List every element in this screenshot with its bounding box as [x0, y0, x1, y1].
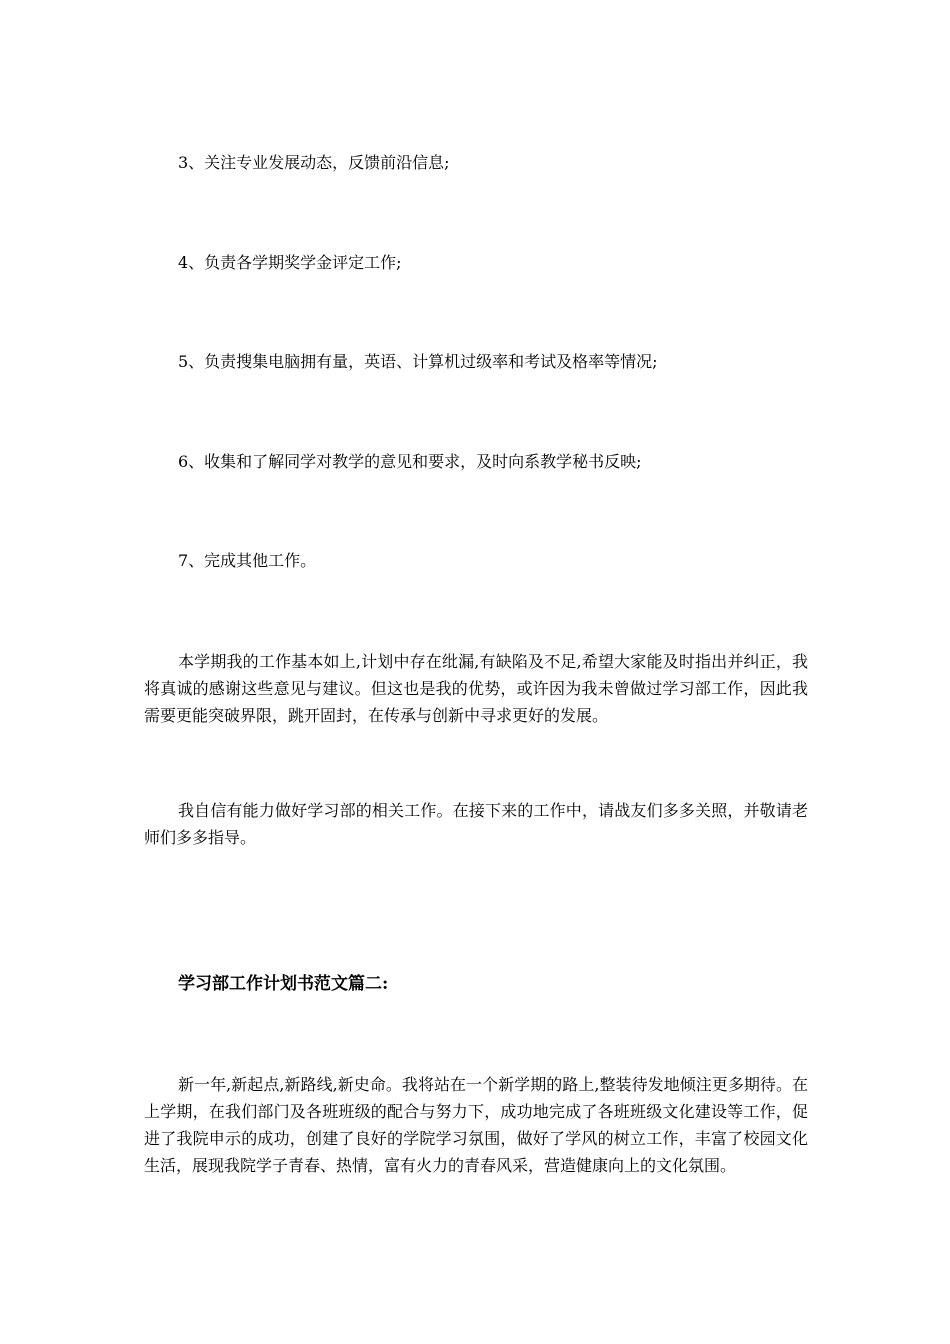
list-item-7: 7、完成其他工作。: [178, 551, 317, 570]
list-item-5: 5、负责搜集电脑拥有量，英语、计算机过级率和考试及格率等情况;: [178, 352, 658, 371]
summary-paragraph: 本学期我的工作基本如上,计划中存在纰漏,有缺陷及不足,希望大家能及时指出并纠正，我将真诚的感谢这些意见与建议。但这也是我的优势，或许因为我未曾做过学习部工作，因此我需要更能突破界限，跳开固封，在传承与创新中寻求更好的发展。: [144, 652, 808, 725]
new-year-paragraph: 新一年,新起点,新路线,新史命。我将站在一个新学期的路上,整装待发地倾注更多期待。在上学期，在我们部门及各班班级的配合与努力下，成功地完成了各班班级文化建设等工作，促进了我院申示的成功，创建了良好的学院学习氛围，做好了学风的树立工作，丰富了校园文化生活，展现我院学子青春、热情，富有火力的青春风采，营造健康向上的文化氛围。: [144, 1075, 808, 1175]
list-item-6: 6、收集和了解同学对教学的意见和要求，及时向系教学秘书反映;: [178, 452, 642, 471]
confidence-paragraph: 我自信有能力做好学习部的相关工作。在接下来的工作中，请战友们多多关照，并敬请老师们多多指导。: [144, 801, 808, 847]
section-heading: 学习部工作计划书范文篇二:: [178, 974, 389, 994]
list-item-4: 4、负责各学期奖学金评定工作;: [178, 253, 402, 272]
list-item-3: 3、关注专业发展动态，反馈前沿信息;: [178, 153, 450, 172]
